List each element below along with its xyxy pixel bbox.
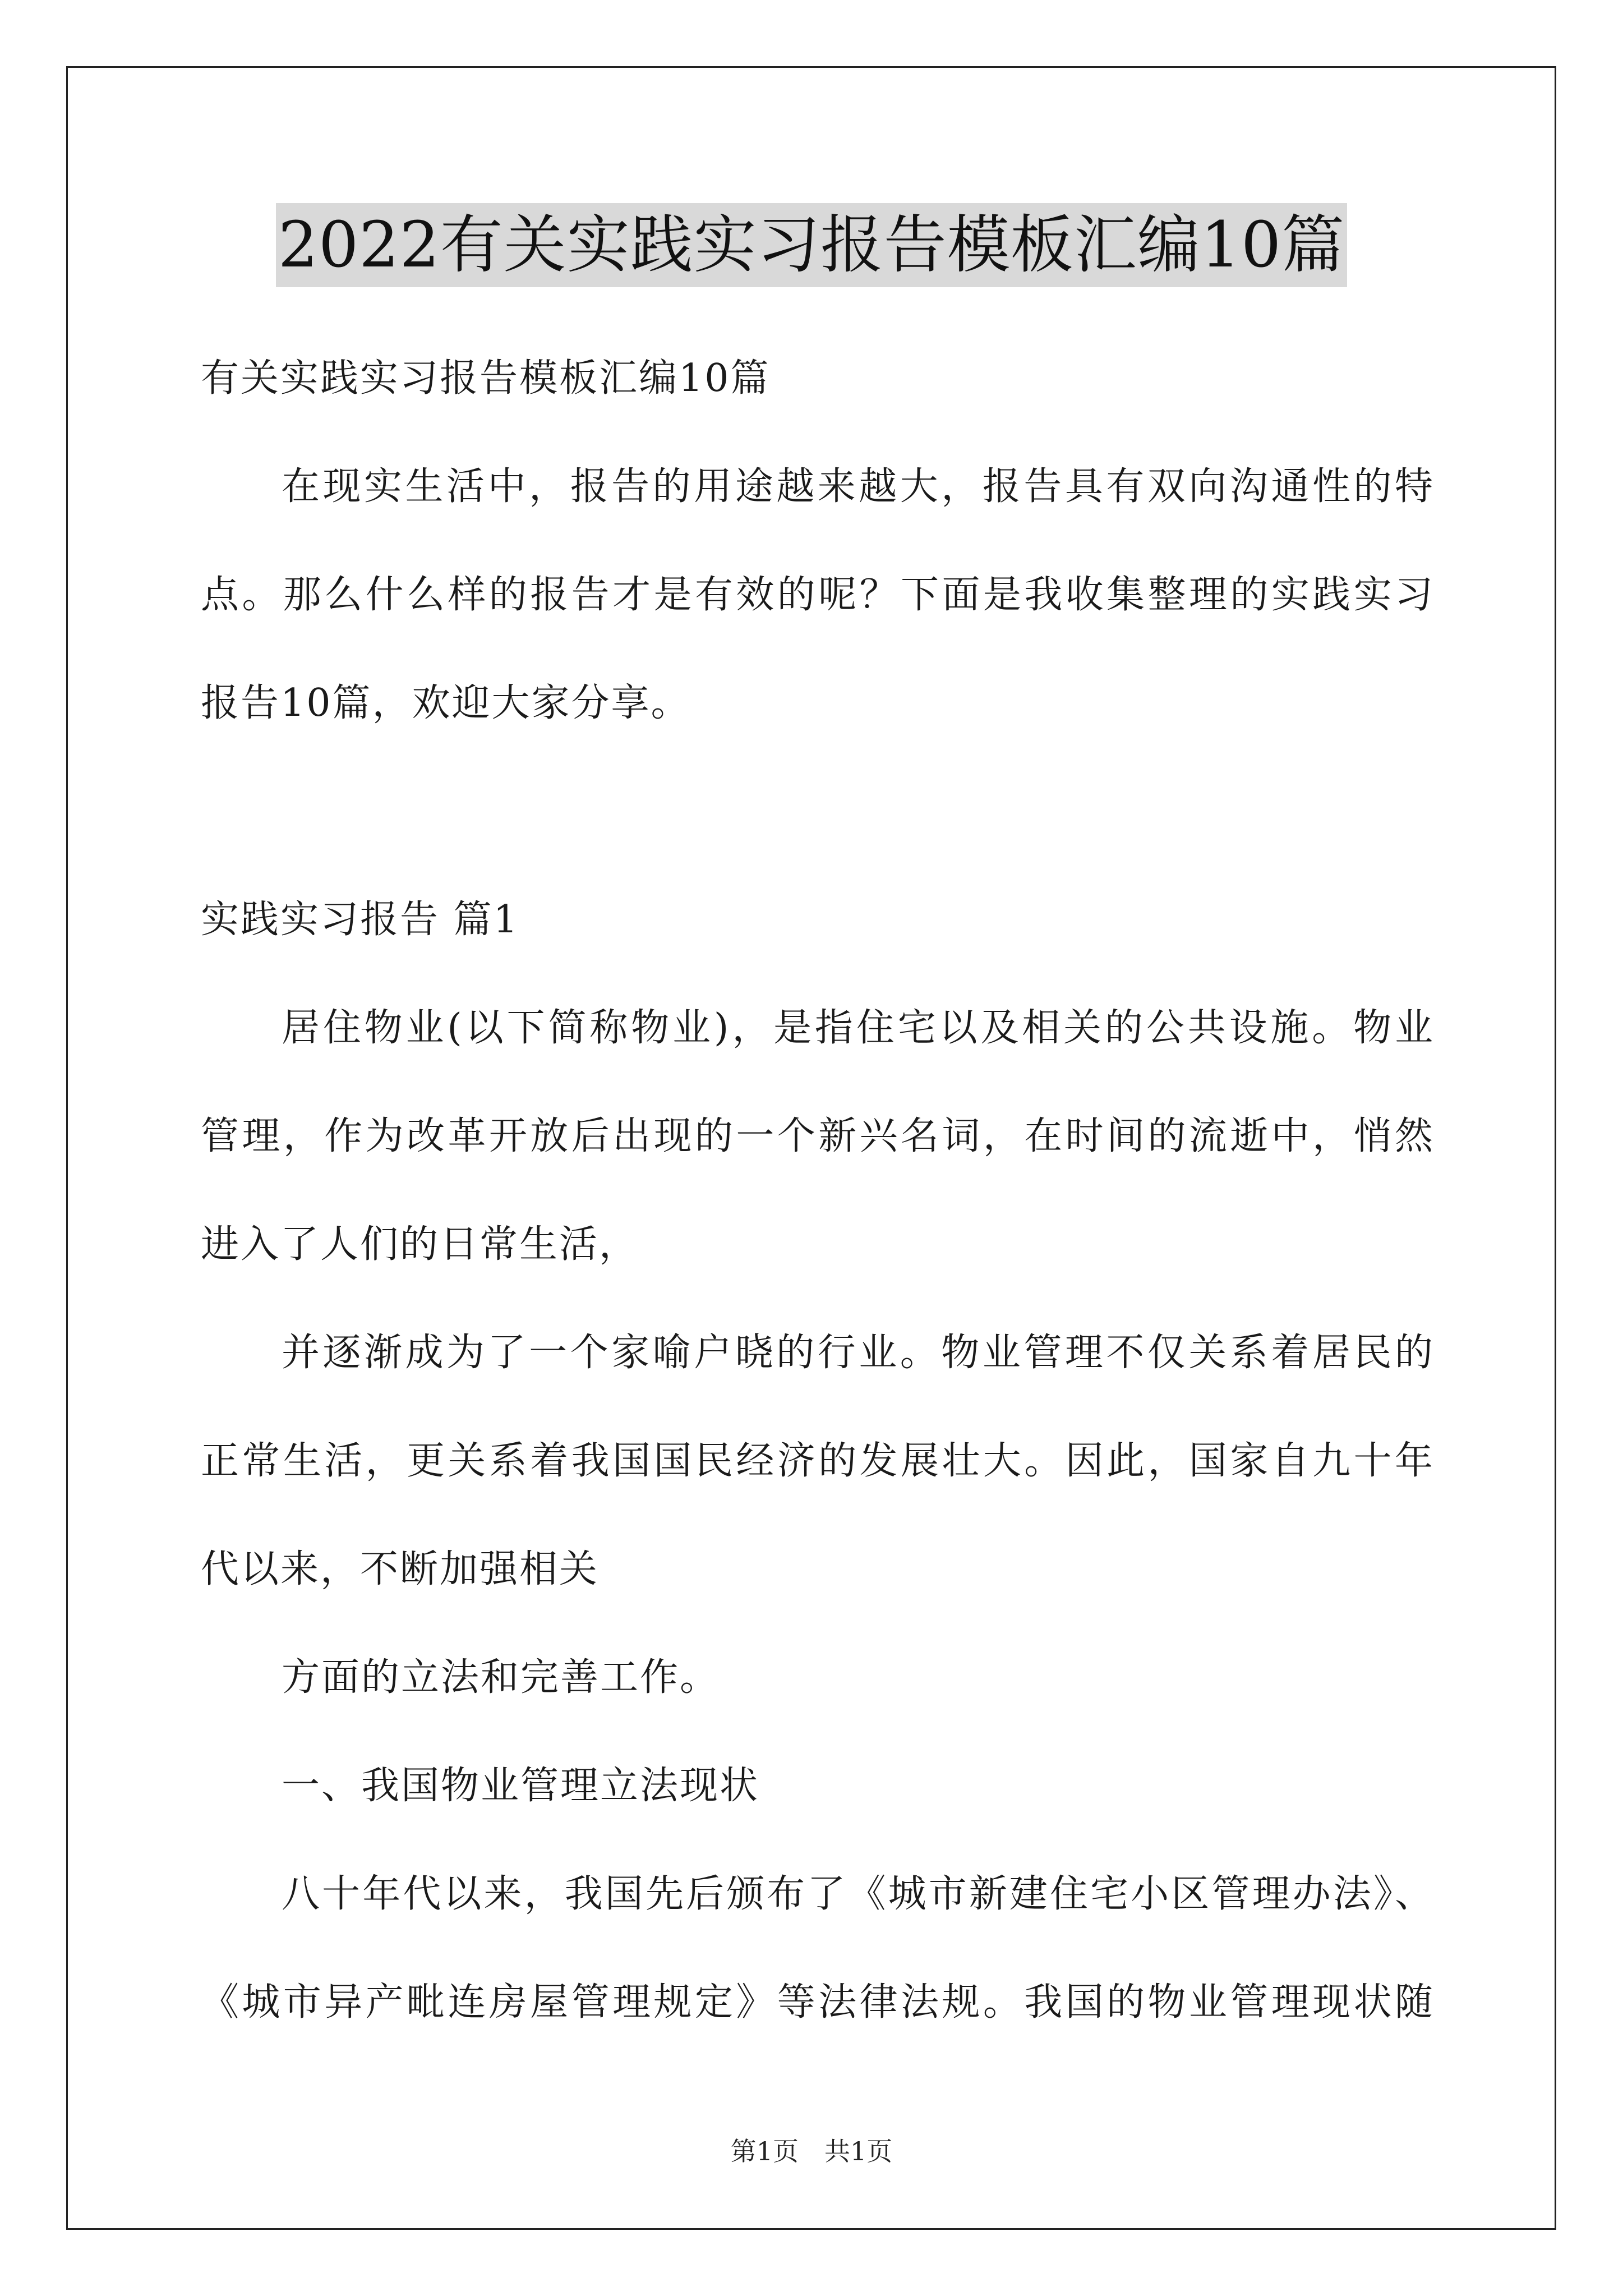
body-line-3: 进入了人们的日常生活，: [201, 1222, 639, 1267]
title-container: [0, 203, 1623, 287]
body-line-4: 并逐渐成为了一个家喻户晓的行业。物业管理不仅关系着居民的: [282, 1331, 1435, 1375]
body-line-10: 《城市异产毗连房屋管理规定》等法律法规。我国的物业管理现状随: [201, 1980, 1435, 2024]
intro-line-3: 报告10篇，欢迎大家分享。: [201, 681, 691, 725]
body-line-5: 正常生活，更关系着我国国民经济的发展壮大。因此，国家自九十年: [201, 1439, 1435, 1483]
document-title: 2022有关实践实习报告模板汇编10篇: [276, 203, 1348, 287]
body-line-1: 居住物业(以下简称物业)，是指住宅以及相关的公共设施。物业: [282, 1006, 1435, 1050]
document-subtitle: 有关实践实习报告模板汇编10篇: [201, 356, 771, 401]
intro-line-1: 在现实生活中，报告的用途越来越大，报告具有双向沟通性的特: [282, 464, 1435, 509]
body-line-6: 代以来，不断加强相关: [201, 1547, 600, 1591]
page-footer: 第1页 共1页: [730, 2136, 893, 2166]
body-line-7: 方面的立法和完善工作。: [282, 1655, 720, 1700]
body-line-2: 管理，作为改革开放后出现的一个新兴名词，在时间的流逝中，悄然: [201, 1114, 1435, 1158]
section-subheading: 一、我国物业管理立法现状: [282, 1764, 760, 1808]
intro-line-2: 点。那么什么样的报告才是有效的呢？下面是我收集整理的实践实习: [201, 573, 1435, 617]
section-heading: 实践实习报告 篇1: [201, 898, 519, 942]
body-line-9: 八十年代以来，我国先后颁布了《城市新建住宅小区管理办法》、: [282, 1872, 1435, 1916]
